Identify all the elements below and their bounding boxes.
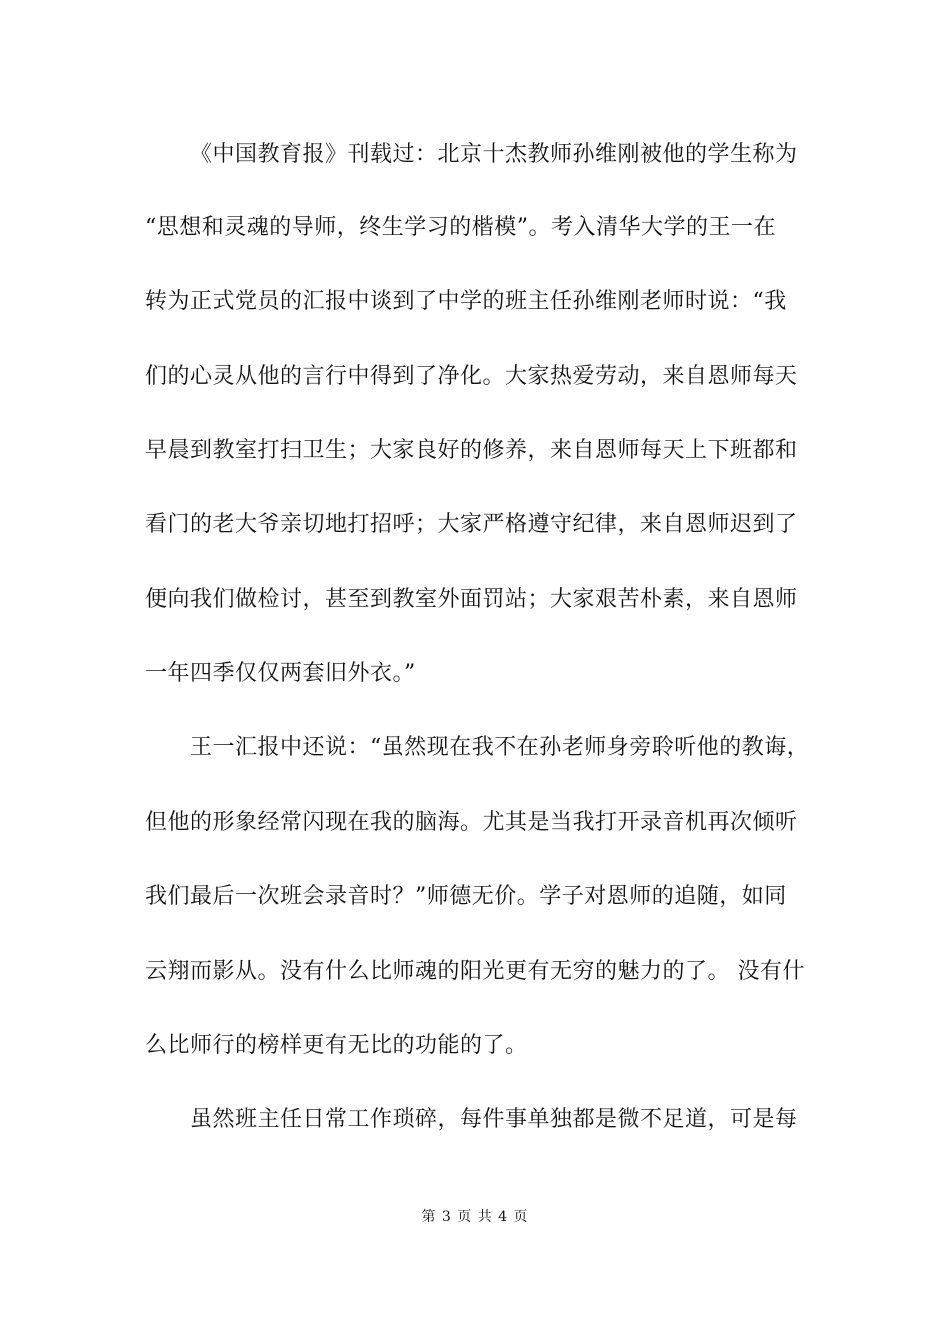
text-line: 王一汇报中还说：“虽然现在我不在孙老师身旁聆听他的教诲，: [190, 735, 810, 760]
text-line: 但他的形象经常闪现在我的脑海。尤其是当我打开录音机再次倾听: [145, 810, 798, 835]
text-line: 转为正式党员的汇报中谈到了中学的班主任孙维刚老师时说：“我: [145, 289, 787, 314]
page-footer: 第 3 页 共 4 页: [421, 1209, 529, 1225]
text-line: 云翔而影从。没有什么比师魂的阳光更有无穷的魅力的了。 没有什: [145, 959, 805, 984]
text-line: “思想和灵魂的导师，终生学习的楷模”。考入清华大学的王一在: [145, 215, 776, 240]
text-line: 么比师行的榜样更有无比的功能的了。: [145, 1033, 528, 1058]
text-line: 早晨到教室打扫卫生；大家良好的修养，来自恩师每天上下班都和: [145, 438, 798, 463]
text-line: 一年四季仅仅两套旧外衣。”: [145, 661, 416, 686]
text-line: 便向我们做检讨，甚至到教室外面罚站；大家艰苦朴素，来自恩师: [145, 587, 798, 612]
text-line: 我们最后一次班会录音时？”师德无价。学子对恩师的追随，如同: [145, 884, 787, 909]
text-line: 《中国教育报》刊载过：北京十杰教师孙维刚被他的学生称为: [190, 142, 798, 167]
text-line: 看门的老大爷亲切地打招呼；大家严格遵守纪律，来自恩师迟到了: [145, 512, 798, 537]
text-line: 们的心灵从他的言行中得到了净化。大家热爱劳动，来自恩师每天: [145, 364, 798, 389]
text-line: 虽然班主任日常工作琐碎，每件事单独都是微不足道，可是每: [190, 1107, 798, 1132]
